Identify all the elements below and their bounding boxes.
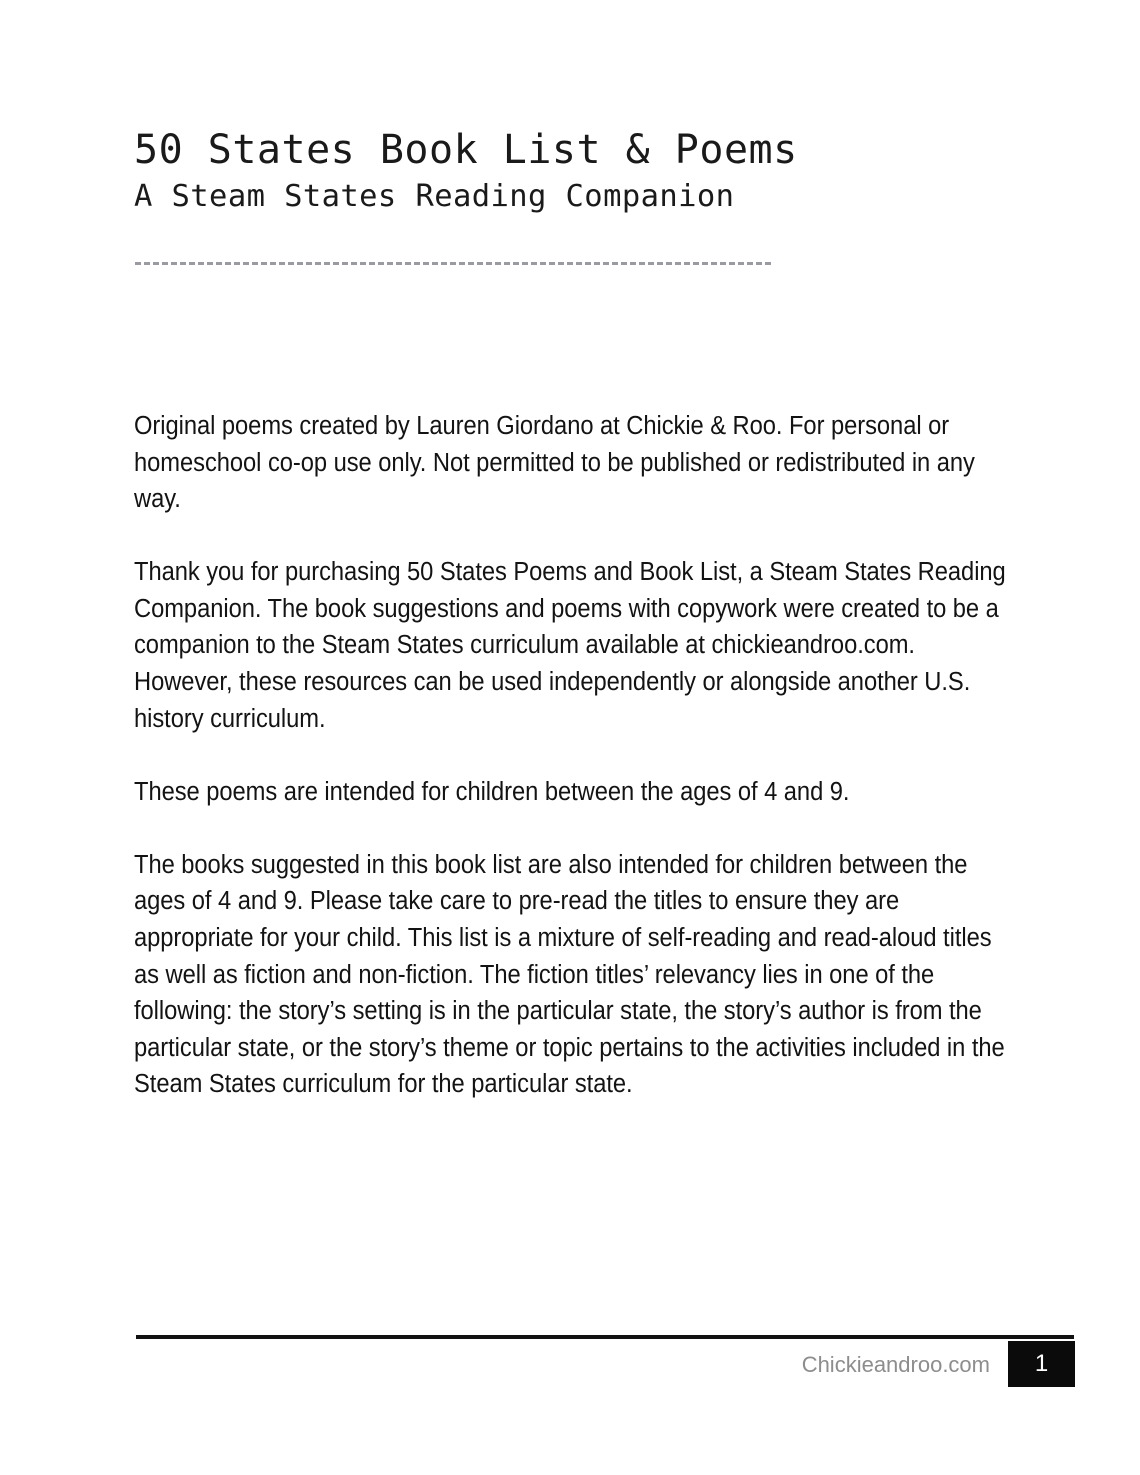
title-dashed-divider	[135, 262, 771, 265]
title-block	[134, 126, 1034, 218]
page-number-badge	[1008, 1341, 1075, 1387]
footer-website-label: Chickieandroo.com	[801, 1352, 990, 1377]
paragraph-thank-you: Thank you for purchasing 50 States Poems and Book List, a Steam States Reading Companion. The book suggestions and poems with copywork were created to be a companion to the Steam States curriculum available at chickieandroo.com. However, these resources can be used independently or alongside another U.S. history curriculum.	[134, 558, 1006, 733]
paragraph-poems-age-range: These poems are intended for children between the ages of 4 and 9.	[134, 777, 850, 806]
footer-divider	[136, 1335, 1074, 1339]
body-content	[134, 408, 1010, 1103]
paragraph-book-selection-notes: The books suggested in this book list are also intended for children between the ages of 4 and 9. Please take care to pre-read the titles to ensure they are appropriate for your child. This list is a mixture of self-reading and read-aloud titles as well as fiction and non-fiction. The fiction titles’ relevancy lies in one of the following: the story’s setting is in the particular state, the story’s author is from the particular state, or the story’s theme or topic pertains to the activities included in the Steam States curriculum for the particular state.	[134, 850, 1005, 1099]
page-subtitle: A Steam States Reading Companion	[134, 179, 735, 214]
page-number-label: 1	[1034, 1350, 1049, 1377]
paragraph-copyright-notice: Original poems created by Lauren Giordano at Chickie & Roo. For personal or homeschool co-op use only. Not permitted to be published or redistributed in any way.	[134, 412, 975, 514]
page-title: 50 States Book List & Poems	[134, 127, 798, 173]
